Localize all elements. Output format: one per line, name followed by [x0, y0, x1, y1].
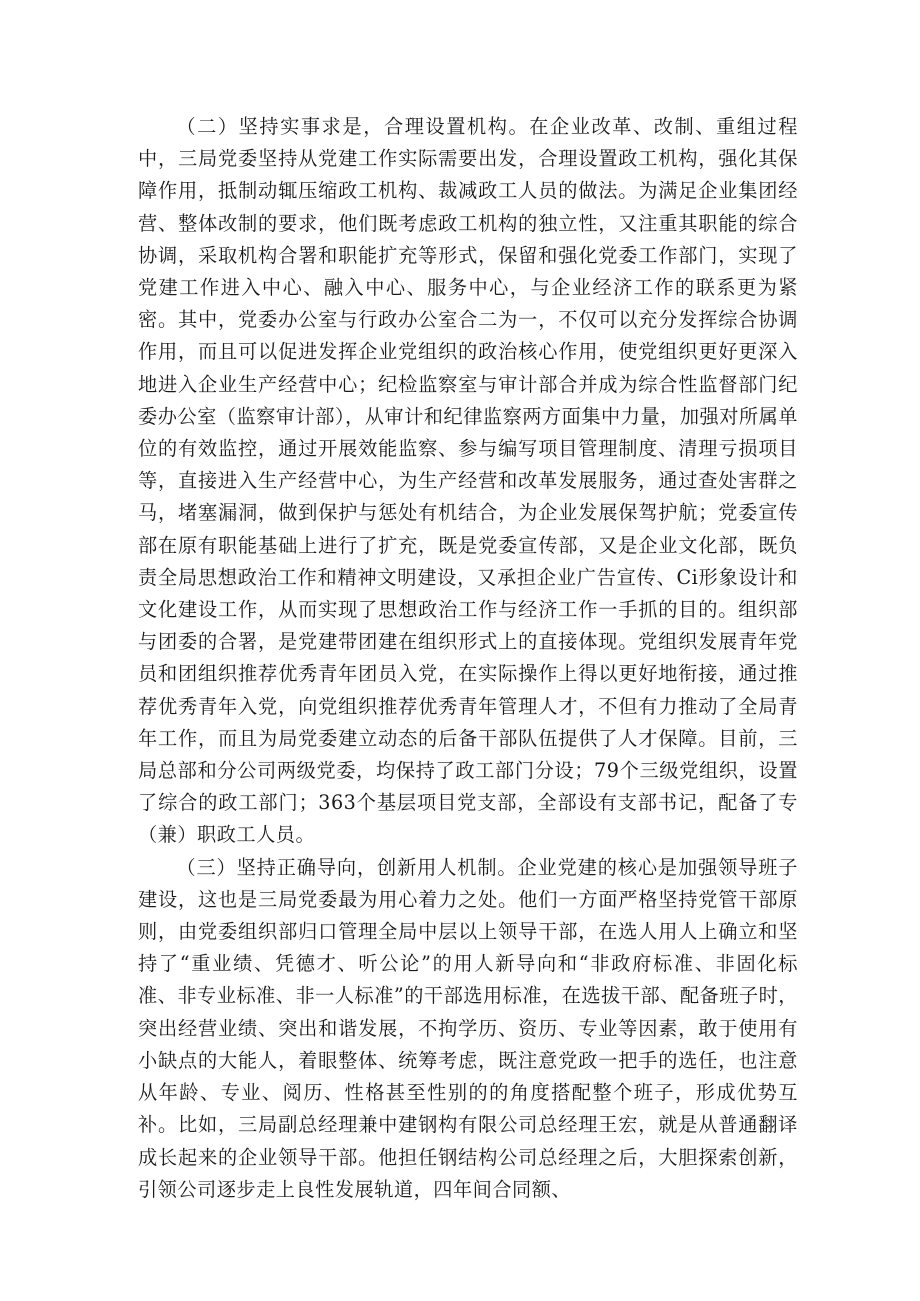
paragraph-personnel-mechanism: （三）坚持正确导向，创新用人机制。企业党建的核心是加强领导班子建设，这也是三局党委最为用心着力之处。他们一方面严格坚持党管干部原则，由党委组织部归口管理全局中层以上领导干部，在选人用人上确立和坚持了“重业绩、凭德才、听公论”的用人新导向和“非政府标准、非固化标准、非专业标准、非一人标准”的干部选用标准，在选拔干部、配备班子时，突出经营业绩、突出和谐发展，不拘学历、资历、专业等因素，敢于使用有小缺点的大能人，着眼整体、统筹考虑，既注意党政一把手的选任，也注意从年龄、专业、阅历、性格甚至性别的的角度搭配整个班子，形成优势互补。比如，三局副总经理兼中建钢构有限公司总经理王宏，就是从普通翻译成长起来的企业领导干部。他担任钢结构公司总经理之后，大胆探索创新，引领公司逐步走上良性发展轨道，四年间合同额、: [138, 855, 798, 1201]
document-body: [138, 111, 798, 1206]
paragraph-organization-setup: （二）坚持实事求是，合理设置机构。在企业改革、改制、重组过程中，三局党委坚持从党建工作实际需要出发，合理设置政工机构，强化其保障作用，抵制动辄压缩政工机构、裁减政工人员的做法。为满足企业集团经营、整体改制的要求，他们既考虑政工机构的独立性，又注重其职能的综合协调，采取机构合署和职能扩充等形式，保留和强化党委工作部门，实现了党建工作进入中心、融入中心、服务中心，与企业经济工作的联系更为紧密。其中，党委办公室与行政办公室合二为一，不仅可以充分发挥综合协调作用，而且可以促进发挥企业党组织的政治核心作用，使党组织更好更深入地进入企业生产经营中心；纪检监察室与审计部合并成为综合性监督部门纪委办公室（监察审计部），从审计和纪律监察两方面集中力量，加强对所属单位的有效监控，通过开展效能监察、参与编写项目管理制度、清理亏损项目等，直接进入生产经营中心，为生产经营和改革发展服务，通过查处害群之马，堵塞漏洞，做到保护与惩处有机结合，为企业发展保驾护航；党委宣传部在原有职能基础上进行了扩充，既是党委宣传部，又是企业文化部，既负责全局思想政治工作和精神文明建设，又承担企业广告宣传、Ci形象设计和文化建设工作，从而实现了思想政治工作与经济工作一手抓的目的。组织部与团委的合署，是党建带团建在组织形式上的直接体现。党组织发展青年党员和团组织推荐优秀青年团员入党，在实际操作上得以更好地衔接，通过推荐优秀青年入党，向党组织推荐优秀青年管理人才，不但有力推动了全局青年工作，而且为局党委建立动态的后备干部队伍提供了人才保障。目前，三局总部和分公司两级党委，均保持了政工部门分设；79个三级党组织，设置了综合的政工部门；363个基层项目党支部，全部设有支部书记，配备了专（兼）职政工人员。: [138, 115, 798, 847]
